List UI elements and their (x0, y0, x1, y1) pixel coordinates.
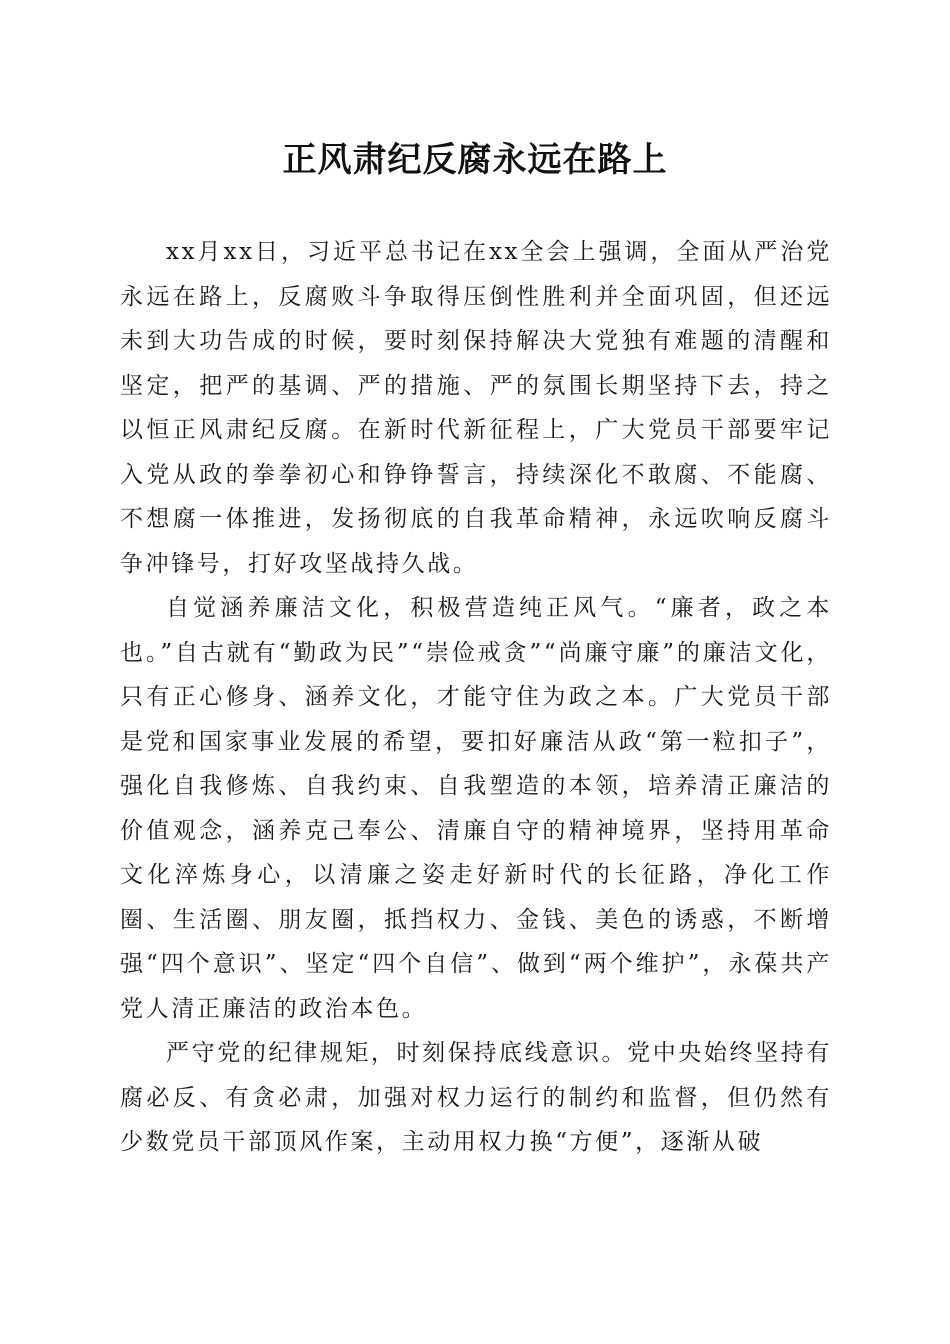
paragraph-1: xx月xx日，习近平总书记在xx全会上强调，全面从严治党永远在路上，反腐败斗争取得压倒性胜利并全面巩固，但还远未到大功告成的时候，要时刻保持解决大党独有难题的清醒和坚定，把严的基调、严的措施、严的氛围长期坚持下去，持之以恒正风肃纪反腐。在新时代新征程上，广大党员干部要牢记入党从政的拳拳初心和铮铮誓言，持续深化不敢腐、不能腐、不想腐一体推进，发扬彻底的自我革命精神，永远吹响反腐斗争冲锋号，打好攻坚战持久战。 (120, 239, 832, 577)
document-body (120, 230, 832, 1165)
document-title: 正风肃纪反腐永远在路上 (282, 140, 668, 180)
paragraph-2: 自觉涵养廉洁文化，积极营造纯正风气。“廉者，政之本也。”自古就有“勤政为民”“崇俭戒贪”“尚廉守廉”的廉洁文化，只有正心修身、涵养文化，才能守住为政之本。广大党员干部是党和国家事业发展的希望，要扣好廉洁从政“第一粒扣子”，强化自我修炼、自我约束、自我塑造的本领，培养清正廉洁的价值观念，涵养克己奉公、清廉自守的精神境界，坚持用革命文化淬炼身心，以清廉之姿走好新时代的长征路，净化工作圈、生活圈、朋友圈，抵挡权力、金钱、美色的诱惑，不断增强“四个意识”、坚定“四个自信”、做到“两个维护”，永葆共产党人清正廉洁的政治本色。 (120, 595, 832, 1022)
paragraph-3: 严守党的纪律规矩，时刻保持底线意识。党中央始终坚持有腐必反、有贪必肃，加强对权力运行的制约和监督，但仍然有少数党员干部顶风作案，主动用权力换“方便”，逐渐从破 (120, 1040, 832, 1155)
